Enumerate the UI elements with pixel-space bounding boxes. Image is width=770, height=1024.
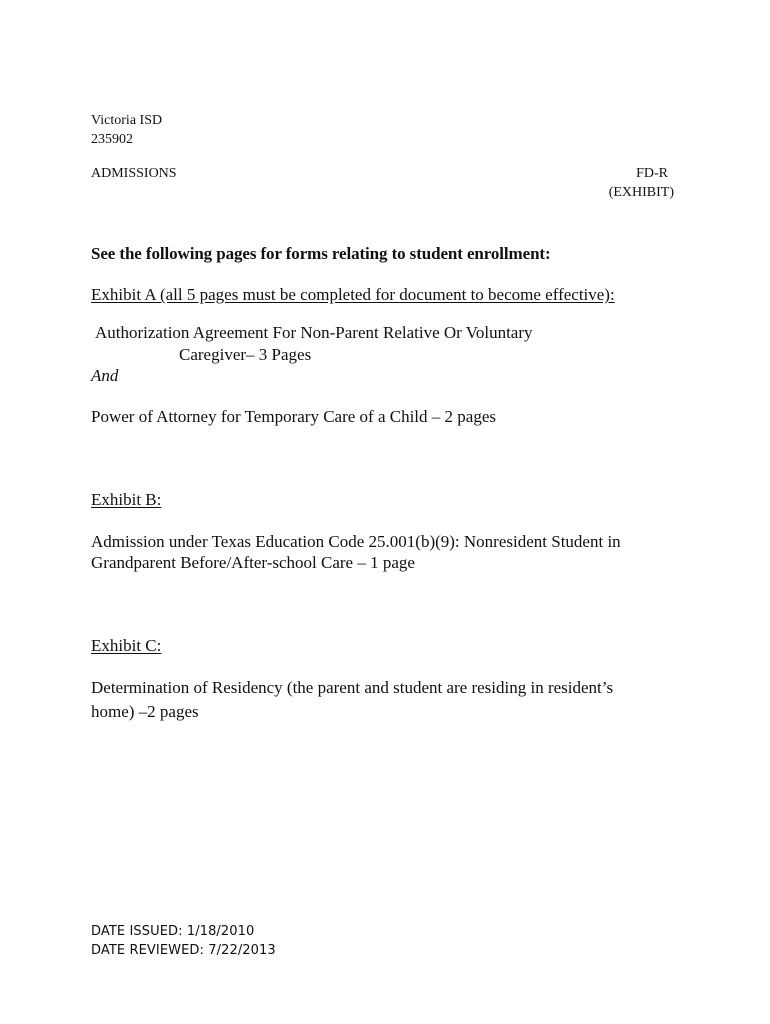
intro-heading: See the following pages for forms relating to student enrollment:: [91, 244, 551, 263]
exhibit-a-item2: Power of Attorney for Temporary Care of a Child – 2 pages: [91, 407, 496, 426]
policy-code: FD-R: [636, 166, 668, 181]
exhibit-a-title: Exhibit A (all 5 pages must be completed for document to become effective):: [91, 285, 615, 304]
district-number: 235902: [91, 132, 133, 147]
district-name: Victoria ISD: [91, 113, 163, 128]
exhibit-a-item1-line1: Authorization Agreement For Non-Parent Relative Or Voluntary: [95, 323, 533, 342]
exhibit-a-item1-line2: Caregiver– 3 Pages: [179, 345, 312, 364]
exhibit-c-line2: home) –2 pages: [91, 702, 199, 721]
policy-type: (EXHIBIT): [608, 185, 674, 200]
exhibit-a-connector: And: [91, 366, 119, 385]
section-title: ADMISSIONS: [91, 166, 177, 181]
exhibit-c-title: Exhibit C:: [91, 636, 162, 655]
exhibit-b-line2: Grandparent Before/After-school Care – 1 page: [91, 553, 415, 572]
exhibit-b-title: Exhibit B:: [91, 490, 162, 509]
date-issued: DATE ISSUED: 1/18/2010: [91, 924, 255, 939]
exhibit-b-line1: Admission under Texas Education Code 25.001(b)(9): Nonresident Student in: [91, 532, 621, 551]
exhibit-c-line1: Determination of Residency (the parent and student are residing in resident’s: [91, 678, 614, 697]
date-reviewed: DATE REVIEWED: 7/22/2013: [91, 943, 276, 958]
